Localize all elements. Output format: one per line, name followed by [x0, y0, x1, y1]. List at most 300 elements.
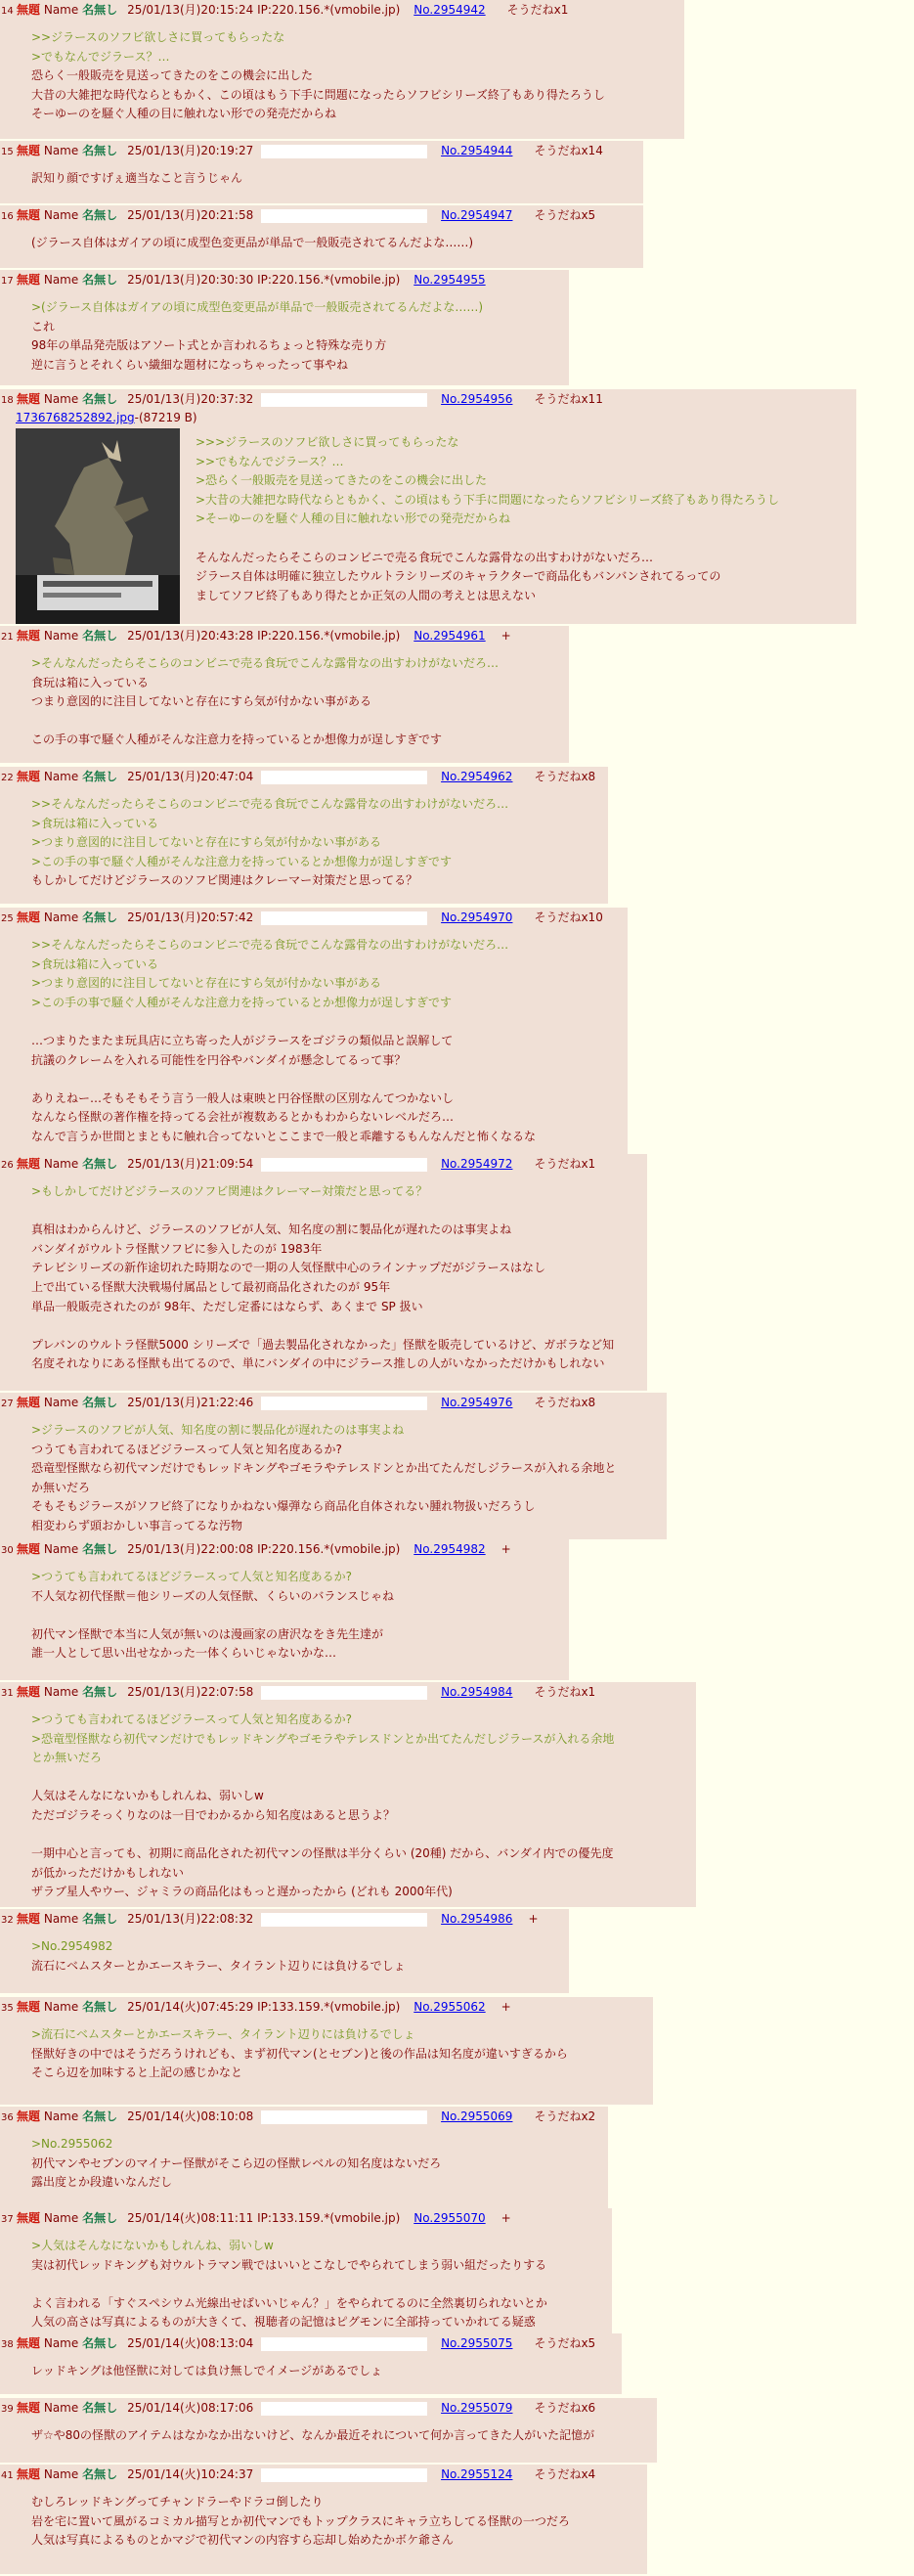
- reply-count: 21: [1, 632, 14, 643]
- poster-name: 名無し: [82, 392, 118, 406]
- quote-line: >恐竜型怪獣なら初代マンだけでもレッドキングやゴモラやテレスドンとか出てたんだしジラースが入れる余地: [31, 1731, 615, 1746]
- text-line: 人気の高さは写真によるものが大きくて、視聴者の記憶はピグモンに全部持っていかれてる疑惑: [31, 2315, 536, 2330]
- ip-mask: [261, 771, 427, 784]
- file-info: [0, 409, 850, 427]
- sodane-button[interactable]: そうだねx2: [534, 2110, 596, 2123]
- ip-mask: [261, 2468, 427, 2482]
- poster-name: 名無し: [82, 629, 118, 643]
- ip-mask: [261, 1158, 427, 1172]
- post-header: [0, 2209, 606, 2228]
- post-header: [0, 2465, 641, 2484]
- post-body: [31, 169, 637, 189]
- reply-post: [0, 2208, 612, 2333]
- quote-line: >人気はそんなにないかもしれんね、弱いしw: [31, 2239, 274, 2252]
- text-line: 誰一人として思い出せなかった一体くらいじゃないかな…: [31, 1646, 337, 1661]
- reply-count: 37: [1, 2214, 14, 2225]
- post-datetime: 25/01/14(火)08:13:04: [127, 2336, 254, 2350]
- post-datetime: 25/01/13(月)20:57:42: [127, 910, 254, 924]
- post-datetime: 25/01/13(月)20:19:27: [127, 144, 254, 157]
- sodane-button[interactable]: そうだねx14: [534, 144, 603, 157]
- text-line: [31, 1202, 641, 1221]
- post-datetime: 25/01/14(火)08:17:06: [127, 2401, 254, 2415]
- quote-line: >もしかしてだけどジラースのソフビ関連はクレーマー対策だと思ってる？: [31, 1184, 428, 1198]
- text-line: そーゆーのを騒ぐ人種の目に触れない形での発売だからね: [31, 107, 337, 121]
- poster-name: 名無し: [82, 3, 118, 17]
- sodane-plus-button[interactable]: +: [501, 2211, 511, 2225]
- text-line: ジラース自体は明確に独立したウルトラシリーズのキャラクターで商品化もバンバンされてるっての: [196, 569, 721, 584]
- post-subject: 無題: [17, 1157, 41, 1171]
- poster-name: 名無し: [82, 910, 118, 924]
- post-subject: 無題: [17, 2000, 41, 2014]
- reply-post: [0, 389, 856, 624]
- poster-name: 名無し: [82, 770, 118, 783]
- text-line: そこら辺を加味すると上記の感じかなと: [31, 2065, 243, 2080]
- quote-line: >食玩は箱に入っている: [31, 956, 159, 971]
- text-line: 一期中心と言っても、初期に商品化された初代マンの怪獣は半分くらい (20種) だから、バンダイ内での優先度: [31, 1846, 614, 1861]
- name-label: Name: [43, 2110, 79, 2123]
- text-line: バンダイがウルトラ怪獣ソフビに参入したのが 1983年: [31, 1241, 323, 1256]
- poster-ip: IP:220.156.*(vmobile.jp): [257, 629, 401, 643]
- post-header: [0, 627, 563, 645]
- name-label: Name: [43, 910, 79, 924]
- quote-line: >>>ジラースのソフビ欲しさに買ってもらったな: [196, 435, 459, 449]
- text-line: 名度それなりにある怪獣も出てるので、単にバンダイの中にジラース推しの人がいなかっただけかもしれない: [31, 1356, 605, 1371]
- text-line: [31, 712, 563, 732]
- ip-mask: [261, 2337, 427, 2351]
- post-header: [0, 768, 602, 786]
- post-header: [0, 271, 563, 289]
- reply-post: [0, 626, 569, 763]
- reply-post: [0, 1997, 653, 2105]
- text-line: 初代マン怪獣で本当に人気が無いのは漫画家の唐沢なをき先生達が: [31, 1626, 384, 1641]
- reply-count: 35: [1, 2003, 14, 2014]
- reply-count: 32: [1, 1915, 14, 1926]
- text-line: 不人気な初代怪獣＝他シリーズの人気怪獣、くらいのバランスじゃね: [31, 1588, 395, 1603]
- sodane-plus-button[interactable]: +: [501, 2000, 511, 2014]
- post-subject: 無題: [17, 1685, 41, 1699]
- reply-count: 22: [1, 773, 14, 783]
- reply-post: [0, 1393, 667, 1539]
- post-body: [31, 298, 563, 375]
- text-line: もしかしてだけどジラースのソフビ関連はクレーマー対策だと思ってる？: [31, 873, 418, 888]
- post-header: [0, 390, 850, 409]
- text-line: テレビシリーズの新作途切れた時期なので一期の人気怪獣中心のラインナップだがジラースはなし: [31, 1261, 545, 1275]
- text-line: 食玩は箱に入っている: [31, 675, 150, 689]
- text-line: (ジラース自体はガイアの頃に成型色変更品が単品で一般販売されてるんだよな……): [31, 236, 474, 249]
- text-line: [31, 1826, 690, 1845]
- post-body: [31, 2426, 651, 2446]
- post-body: [31, 234, 637, 253]
- text-line: なんなら怪獣の著作権を持ってる会社が複数あるとかもわからないレベルだろ…: [31, 1110, 455, 1125]
- post-number-link[interactable]: No.2954942: [413, 3, 486, 17]
- post-number-link[interactable]: No.2955070: [413, 2211, 486, 2225]
- post-header: [0, 1540, 563, 1559]
- post-subject: 無題: [17, 2401, 41, 2415]
- text-line: 露出度とか段違いなんだし: [31, 2175, 173, 2190]
- text-line: レッドキングは他怪獣に対しては負け無しでイメージがあるでしょ: [31, 2364, 383, 2377]
- reply-post: [0, 1909, 569, 1993]
- text-line: ザ☆や80の怪獣のアイテムはなかなか出ないけど、なんか最近それについて何か言ってきた人がいた記憶が: [31, 2428, 595, 2442]
- post-number-link[interactable]: No.2955079: [441, 2401, 513, 2415]
- quote-line: とか無いだろ: [31, 1751, 103, 1765]
- quote-line: >>そんなんだったらそこらのコンビニで売る食玩でこんな露骨なの出すわけがないだろ…: [31, 938, 509, 952]
- ip-mask: [261, 1686, 427, 1700]
- post-subject: 無題: [17, 2110, 41, 2123]
- post-datetime: 25/01/13(月)20:47:04: [127, 770, 254, 783]
- text-line: 98年の単品発売版はアソート式とか言われるちょっと特殊な売り方: [31, 338, 387, 353]
- text-line: つうても言われてるほどジラースって人気と知名度あるか?: [31, 1442, 342, 1456]
- post-subject: 無題: [17, 208, 41, 222]
- ip-mask: [261, 145, 427, 158]
- post-datetime: 25/01/13(月)22:07:58: [127, 1685, 254, 1699]
- reply-count: 36: [1, 2112, 14, 2123]
- text-line: [31, 1768, 690, 1788]
- text-line: 逆に言うとそれくらい繊細な題材になっちゃったって事やね: [31, 357, 349, 372]
- poster-name: 名無し: [82, 1685, 118, 1699]
- poster-name: 名無し: [82, 1542, 118, 1556]
- quote-line: >>ジラースのソフビ欲しさに買ってもらったな: [31, 30, 285, 44]
- name-label: Name: [43, 273, 79, 287]
- post-body: [31, 1182, 641, 1374]
- sodane-button[interactable]: そうだねx6: [534, 2401, 596, 2415]
- poster-name: 名無し: [82, 1912, 118, 1926]
- post-subject: 無題: [17, 273, 41, 287]
- post-body: [31, 1568, 563, 1664]
- text-line: が低かっただけかもしれない: [31, 1865, 185, 1880]
- text-line: [31, 1070, 622, 1089]
- text-line: 実は初代レッドキングも対ウルトラマン戦ではいいとこなしでやられてしまう弱い組だったりする: [31, 2257, 547, 2272]
- reply-post: [0, 2465, 647, 2574]
- text-line: 抗議のクレームを入れる可能性を円谷やバンダイが懸念してるって事？: [31, 1052, 407, 1067]
- poster-name: 名無し: [82, 208, 118, 222]
- text-line: 岩を宅に置いて風がるコミカル描写とか初代マンでもトップクラスにキャラ立ちしてる怪獣の一つだろ: [31, 2513, 570, 2528]
- post-header: [0, 1910, 563, 1929]
- post-subject: 無題: [17, 392, 41, 406]
- text-line: ただゴジラそっくりなのは一目でわかるから知名度はあると思うよ？: [31, 1807, 396, 1822]
- quote-line: >No.2954982: [31, 1939, 113, 1953]
- text-line: か無いだろ: [31, 1480, 91, 1494]
- post-subject: 無題: [17, 1396, 41, 1409]
- name-label: Name: [43, 3, 79, 17]
- post-body: [31, 795, 602, 891]
- post-header: [0, 142, 637, 160]
- post-number-link[interactable]: No.2954944: [441, 144, 513, 157]
- reply-post: [0, 1154, 647, 1391]
- post-subject: 無題: [17, 770, 41, 783]
- post-body: [31, 1421, 661, 1536]
- post-body: [31, 28, 678, 124]
- text-line: ザラブ星人やウー、ジャミラの商品化はもっと遅かったから (どれも 2000年代): [31, 1885, 453, 1899]
- text-line: [31, 1606, 563, 1625]
- file-link[interactable]: 1736768252892.jpg: [16, 411, 135, 424]
- figure-photo-icon: [16, 428, 180, 624]
- ip-mask: [261, 2110, 427, 2124]
- poster-ip: IP:220.156.*(vmobile.jp): [257, 3, 401, 17]
- quote-line: >つまり意図的に注目してないと存在にすら気が付かない事がある: [31, 976, 382, 991]
- post-subject: 無題: [17, 144, 41, 157]
- reply-count: 41: [1, 2470, 14, 2481]
- text-line: 初代マンやセブンのマイナー怪獣がそこら辺の怪獣レベルの知名度はないだろ: [31, 2155, 442, 2170]
- quote-line: >この手の事で騒ぐ人種がそんな注意力を持っているとか想像力が逞しすぎです: [31, 995, 453, 1009]
- post-subject: 無題: [17, 1912, 41, 1926]
- ip-mask: [261, 2402, 427, 2416]
- poster-ip: IP:220.156.*(vmobile.jp): [257, 273, 401, 287]
- reply-post: [0, 205, 643, 268]
- post-datetime: 25/01/13(月)20:15:24: [127, 3, 254, 17]
- text-line: むしろレッドキングってチャンドラーやドラコ倒したり: [31, 2495, 324, 2509]
- quote-line: >そーゆーのを騒ぐ人種の目に触れない形での発売だからね: [196, 511, 511, 526]
- name-label: Name: [43, 392, 79, 406]
- quote-line: >でもなんでジラース？…: [31, 49, 170, 64]
- text-line: 訳知り顔ですげぇ適当なこと言うじゃん: [31, 171, 243, 185]
- text-line: つまり意図的に注目してないと存在にすら気が付かない事がある: [31, 694, 372, 709]
- post-header: [0, 909, 622, 927]
- reply-post: [0, 141, 643, 203]
- text-line: [31, 1012, 622, 1032]
- sodane-button[interactable]: そうだねx5: [534, 208, 596, 222]
- post-datetime: 25/01/13(月)21:09:54: [127, 1157, 254, 1171]
- reply-post: [0, 2333, 622, 2394]
- post-number-link[interactable]: No.2955124: [441, 2467, 513, 2481]
- poster-name: 名無し: [82, 2336, 118, 2350]
- quote-line: >大昔の大雑把な時代ならともかく、この頃はもう下手に問題になったらソフビシリーズ終了もあり得たろうし: [196, 492, 779, 507]
- name-label: Name: [43, 2336, 79, 2350]
- name-label: Name: [43, 2000, 79, 2014]
- post-subject: 無題: [17, 2336, 41, 2350]
- post-subject: 無題: [17, 910, 41, 924]
- sodane-button[interactable]: そうだねx4: [534, 2467, 596, 2481]
- text-line: 人気は写真によるものとかマジで初代マンの内容すら忘却し始めたかボケ爺さん: [31, 2533, 455, 2548]
- text-line: 相変わらず頭おかしい事言ってるな汚物: [31, 1518, 243, 1532]
- post-header: [0, 1, 678, 20]
- text-line: 上で出ている怪獣大決戦場付属品として最初商品化されたのが 95年: [31, 1279, 391, 1294]
- sodane-button[interactable]: そうだねx11: [534, 392, 603, 406]
- post-body: [31, 2237, 606, 2332]
- post-datetime: 25/01/14(火)10:24:37: [127, 2467, 254, 2481]
- reply-post: [0, 2398, 657, 2463]
- post-subject: 無題: [17, 629, 41, 643]
- post-header: [0, 2399, 651, 2418]
- quote-line: >つうても言われてるほどジラースって人気と知名度あるか?: [31, 1570, 352, 1583]
- name-label: Name: [43, 629, 79, 643]
- text-line: 恐竜型怪獣なら初代マンだけでもレッドキングやゴモラやテレスドンとか出てたんだしジラースが入れる余地と: [31, 1461, 617, 1476]
- text-line: …つまりたまたま玩具店に立ち寄った人がジラースをゴジラの類似品と誤解して: [31, 1033, 454, 1047]
- post-number-link[interactable]: No.2954956: [441, 392, 513, 406]
- post-datetime: 25/01/14(火)08:10:08: [127, 2110, 254, 2123]
- post-header: [0, 1155, 641, 1174]
- reply-count: 15: [1, 147, 14, 157]
- quote-line: >流石にベムスターとかエースキラー、タイラント辺りには負けるでしょ: [31, 2027, 415, 2041]
- text-line: 流石にベムスターとかエースキラー、タイラント辺りには負けるでしょ: [31, 1958, 406, 1973]
- reply-post: [0, 767, 608, 904]
- reply-post: [0, 908, 628, 1154]
- ip-mask: [261, 911, 427, 925]
- ip-mask: [261, 1913, 427, 1927]
- post-datetime: 25/01/13(月)22:08:32: [127, 1912, 254, 1926]
- post-number-link[interactable]: No.2954962: [441, 770, 513, 783]
- sodane-plus-button[interactable]: +: [528, 1912, 539, 1926]
- quote-line: >この手の事で騒ぐ人種がそんな注意力を持っているとか想像力が逞しすぎです: [31, 854, 453, 868]
- post-number-link[interactable]: No.2954976: [441, 1396, 513, 1409]
- poster-ip: IP:133.159.*(vmobile.jp): [257, 2211, 401, 2225]
- reply-post: [0, 2107, 608, 2208]
- quote-line: >(ジラース自体はガイアの頃に成型色変更品が単品で一般販売されてるんだよな……): [31, 300, 484, 314]
- reply-count: 17: [1, 276, 14, 287]
- post-number-link[interactable]: No.2954955: [413, 273, 486, 287]
- post-header: [0, 1683, 690, 1702]
- name-label: Name: [43, 208, 79, 222]
- text-line: ましてソフビ終了もあり得たとか正気の人間の考えとは思えない: [196, 588, 537, 602]
- reply-count: 31: [1, 1688, 14, 1699]
- post-number-link[interactable]: No.2954947: [441, 208, 513, 222]
- poster-name: 名無し: [82, 2401, 118, 2415]
- reply-post: [0, 270, 569, 385]
- file-size: -(87219 B): [134, 411, 197, 424]
- poster-name: 名無し: [82, 2110, 118, 2123]
- quote-line: >そんなんだったらそこらのコンビニで売る食玩でこんな露骨なの出すわけがないだろ…: [31, 656, 500, 670]
- text-line: 恐らく一般販売を見送ってきたのをこの機会に出した: [31, 68, 314, 83]
- reply-count: 18: [1, 395, 14, 406]
- post-number-link[interactable]: No.2955062: [413, 2000, 486, 2014]
- post-datetime: 25/01/13(月)20:30:30: [127, 273, 254, 287]
- text-line: そもそもジラースがソフビ終了になりかねない爆弾なら商品化自体されない腫れ物扱いだろうし: [31, 1499, 536, 1514]
- quote-line: >ジラースのソフビが人気、知名度の割に製品化が遅れたのは事実よね: [31, 1423, 405, 1437]
- post-number-link[interactable]: No.2955069: [441, 2110, 513, 2123]
- text-line: 怪獣好きの中ではそうだろうけれども、まず初代マン(とセブン)と後の作品は知名度が違いすぎるから: [31, 2046, 568, 2061]
- post-body: [31, 2135, 602, 2193]
- post-subject: 無題: [17, 1542, 41, 1556]
- post-subject: 無題: [17, 2211, 41, 2225]
- reply-post: [0, 1682, 696, 1907]
- text-line: よく言われる「すぐスペシウム光線出せばいいじゃん？」をやられてるのに全然裏切られないとか: [31, 2295, 547, 2310]
- post-body: [31, 1710, 690, 1902]
- post-body: [31, 2025, 647, 2083]
- text-line: [31, 2275, 606, 2294]
- poster-ip: IP:133.159.*(vmobile.jp): [257, 2000, 401, 2014]
- sodane-button[interactable]: そうだねx1: [506, 3, 569, 17]
- post-header: [0, 206, 637, 225]
- sodane-button[interactable]: そうだねx8: [534, 770, 596, 783]
- attached-image-thumbnail[interactable]: [16, 428, 180, 624]
- reply-count: 26: [1, 1160, 14, 1171]
- poster-name: 名無し: [82, 144, 118, 157]
- reply-count: 30: [1, 1545, 14, 1556]
- reply-count: 27: [1, 1399, 14, 1409]
- sodane-button[interactable]: そうだねx5: [534, 2336, 596, 2350]
- sodane-button[interactable]: そうだねx1: [534, 1157, 596, 1171]
- text-line: 大昔の大雑把な時代ならともかく、この頃はもう下手に問題になったらソフビシリーズ終了もあり得たろうし: [31, 87, 605, 102]
- post-datetime: 25/01/13(月)20:37:32: [127, 392, 254, 406]
- post-number-link[interactable]: No.2954984: [441, 1685, 513, 1699]
- name-label: Name: [43, 144, 79, 157]
- text-line: この手の事で騒ぐ人種がそんな注意力を持っているとか想像力が逞しすぎです: [31, 733, 443, 747]
- post-body: [31, 2362, 616, 2381]
- post-number-link[interactable]: No.2955075: [441, 2336, 513, 2350]
- name-label: Name: [43, 2401, 79, 2415]
- text-line: 人気はそんなにないかもしれんね、弱いしw: [31, 1789, 264, 1803]
- reply-count: 14: [1, 6, 14, 17]
- post-header: [0, 2108, 602, 2126]
- poster-name: 名無し: [82, 1396, 118, 1409]
- text-line: なんで言うか世間とまともに触れ合ってないとここまで一般と乖離するもんなんだと怖くなるな: [31, 1129, 537, 1143]
- reply-count: 25: [1, 913, 14, 924]
- name-label: Name: [43, 1542, 79, 1556]
- post-datetime: 25/01/14(火)07:45:29: [127, 2000, 254, 2014]
- post-datetime: 25/01/13(月)20:21:58: [127, 208, 254, 222]
- sodane-plus-button[interactable]: +: [501, 629, 511, 643]
- post-subject: 無題: [17, 2467, 41, 2481]
- post-number-link[interactable]: No.2954982: [413, 1542, 486, 1556]
- ip-mask: [261, 209, 427, 223]
- sodane-plus-button[interactable]: +: [501, 1542, 511, 1556]
- quote-line: >つうても言われてるほどジラースって人気と知名度あるか?: [31, 1712, 352, 1726]
- quote-line: >恐らく一般販売を見送ってきたのをこの機会に出した: [196, 473, 488, 488]
- text-line: ありえねー…そもそもそう言う一般人は東映と円谷怪獣の区別なんてつかないし: [31, 1090, 455, 1105]
- post-body: [196, 433, 850, 605]
- post-body: [31, 936, 622, 1147]
- name-label: Name: [43, 1157, 79, 1171]
- sodane-button[interactable]: そうだねx1: [534, 1685, 596, 1699]
- name-label: Name: [43, 1396, 79, 1409]
- reply-post: [0, 0, 684, 139]
- poster-name: 名無し: [82, 2211, 118, 2225]
- quote-line: >No.2955062: [31, 2137, 113, 2151]
- text-line: 単品一般販売されたのが 98年、ただし定番にはならず、あくまで SP 扱い: [31, 1299, 423, 1313]
- post-number-link[interactable]: No.2954961: [413, 629, 486, 643]
- reply-count: 38: [1, 2339, 14, 2350]
- sodane-button[interactable]: そうだねx10: [534, 910, 603, 924]
- name-label: Name: [43, 1685, 79, 1699]
- post-number-link[interactable]: No.2954972: [441, 1157, 513, 1171]
- name-label: Name: [43, 2467, 79, 2481]
- post-body: [31, 1937, 563, 1976]
- poster-name: 名無し: [82, 2467, 118, 2481]
- poster-name: 名無し: [82, 1157, 118, 1171]
- post-datetime: 25/01/13(月)20:43:28: [127, 629, 254, 643]
- reply-count: 39: [1, 2404, 14, 2415]
- sodane-button[interactable]: そうだねx8: [534, 1396, 596, 1409]
- ip-mask: [261, 1397, 427, 1410]
- post-number-link[interactable]: No.2954986: [441, 1912, 513, 1926]
- text-line: そんなんだったらそこらのコンビニで売る食玩でこんな露骨なの出すわけがないだろ…: [196, 550, 654, 564]
- post-datetime: 25/01/13(月)22:00:08: [127, 1542, 254, 1556]
- post-header: [0, 1998, 647, 2017]
- text-line: プレバンのウルトラ怪獣5000 シリーズで「過去製品化されなかった」怪獣を販売しているけど、ガボラなど知: [31, 1337, 615, 1352]
- post-subject: 無題: [17, 3, 41, 17]
- text-line: [31, 1316, 641, 1336]
- post-header: [0, 1394, 661, 1412]
- poster-name: 名無し: [82, 273, 118, 287]
- ip-mask: [261, 393, 427, 407]
- post-number-link[interactable]: No.2954970: [441, 910, 513, 924]
- quote-line: >食玩は箱に入っている: [31, 816, 159, 830]
- post-header: [0, 2334, 616, 2353]
- post-datetime: 25/01/14(火)08:11:11: [127, 2211, 254, 2225]
- text-line: 真相はわからんけど、ジラースのソフビが人気、知名度の割に製品化が遅れたのは事実よね: [31, 1222, 512, 1237]
- poster-name: 名無し: [82, 2000, 118, 2014]
- name-label: Name: [43, 770, 79, 783]
- quote-line: >つまり意図的に注目してないと存在にすら気が付かない事がある: [31, 835, 382, 850]
- quote-line: >>そんなんだったらそこらのコンビニで売る食玩でこんな露骨なの出すわけがないだろ…: [31, 797, 509, 811]
- poster-ip: IP:220.156.*(vmobile.jp): [257, 1542, 401, 1556]
- text-line: [196, 529, 850, 549]
- post-body: [31, 654, 563, 750]
- text-line: これ: [31, 319, 56, 333]
- post-datetime: 25/01/13(月)21:22:46: [127, 1396, 254, 1409]
- name-label: Name: [43, 1912, 79, 1926]
- post-body: [31, 2493, 641, 2551]
- name-label: Name: [43, 2211, 79, 2225]
